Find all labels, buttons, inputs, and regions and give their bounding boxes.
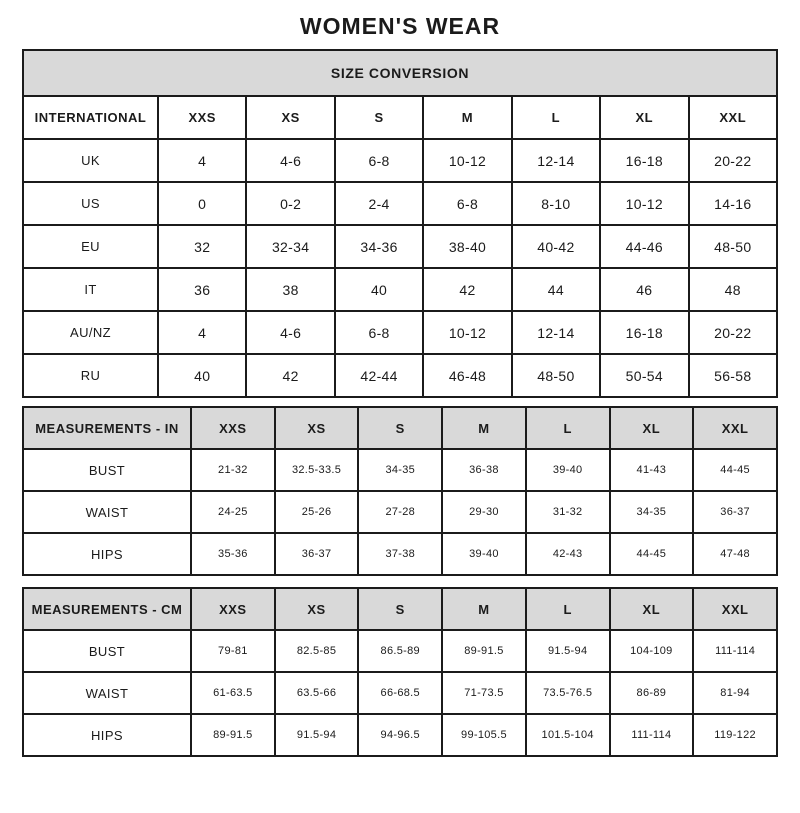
size-value-cell: 36-38 xyxy=(442,449,526,491)
size-value-cell: 40 xyxy=(335,268,423,311)
column-header: L xyxy=(512,96,600,139)
size-value-cell: 6-8 xyxy=(423,182,511,225)
size-value-cell: 48-50 xyxy=(512,354,600,397)
column-header: XXS xyxy=(158,96,246,139)
column-header: XL xyxy=(610,407,694,449)
size-value-cell: 48 xyxy=(689,268,777,311)
size-value-cell: 20-22 xyxy=(689,139,777,182)
size-value-cell: 101.5-104 xyxy=(526,714,610,756)
size-value-cell: 63.5-66 xyxy=(275,672,359,714)
size-value-cell: 6-8 xyxy=(335,311,423,354)
column-header-row xyxy=(23,96,777,139)
column-header: XXL xyxy=(693,588,777,630)
table-row xyxy=(23,354,777,397)
table-row xyxy=(23,268,777,311)
size-value-cell: 29-30 xyxy=(442,491,526,533)
size-value-cell: 48-50 xyxy=(689,225,777,268)
size-value-cell: 6-8 xyxy=(335,139,423,182)
size-value-cell: 86.5-89 xyxy=(358,630,442,672)
row-label: AU/NZ xyxy=(23,311,158,354)
size-value-cell: 44-46 xyxy=(600,225,688,268)
size-value-cell: 73.5-76.5 xyxy=(526,672,610,714)
size-value-cell: 42 xyxy=(423,268,511,311)
size-value-cell: 42 xyxy=(246,354,334,397)
size-value-cell: 79-81 xyxy=(191,630,275,672)
measurements-cm-table xyxy=(22,587,778,757)
size-value-cell: 104-109 xyxy=(610,630,694,672)
size-conversion-table xyxy=(22,49,778,398)
size-value-cell: 38 xyxy=(246,268,334,311)
size-value-cell: 91.5-94 xyxy=(526,630,610,672)
table-row xyxy=(23,139,777,182)
column-header: MEASUREMENTS - CM xyxy=(23,588,191,630)
size-value-cell: 94-96.5 xyxy=(358,714,442,756)
size-value-cell: 46-48 xyxy=(423,354,511,397)
size-value-cell: 10-12 xyxy=(600,182,688,225)
size-value-cell: 4 xyxy=(158,139,246,182)
column-header: S xyxy=(358,407,442,449)
measurements-in-table xyxy=(22,406,778,576)
size-value-cell: 4-6 xyxy=(246,139,334,182)
table-row xyxy=(23,533,777,575)
table-banner-row xyxy=(23,50,777,96)
column-header: XXL xyxy=(693,407,777,449)
row-label: BUST xyxy=(23,449,191,491)
size-value-cell: 44-45 xyxy=(610,533,694,575)
column-header: XS xyxy=(275,407,359,449)
size-value-cell: 44 xyxy=(512,268,600,311)
size-value-cell: 71-73.5 xyxy=(442,672,526,714)
size-value-cell: 14-16 xyxy=(689,182,777,225)
size-value-cell: 111-114 xyxy=(693,630,777,672)
size-value-cell: 44-45 xyxy=(693,449,777,491)
row-label: WAIST xyxy=(23,672,191,714)
size-value-cell: 39-40 xyxy=(526,449,610,491)
table-banner: SIZE CONVERSION xyxy=(23,50,777,96)
size-value-cell: 21-32 xyxy=(191,449,275,491)
size-value-cell: 12-14 xyxy=(512,311,600,354)
size-value-cell: 42-43 xyxy=(526,533,610,575)
size-value-cell: 41-43 xyxy=(610,449,694,491)
size-value-cell: 16-18 xyxy=(600,311,688,354)
size-value-cell: 32 xyxy=(158,225,246,268)
row-label: EU xyxy=(23,225,158,268)
size-value-cell: 47-48 xyxy=(693,533,777,575)
size-value-cell: 35-36 xyxy=(191,533,275,575)
size-value-cell: 99-105.5 xyxy=(442,714,526,756)
size-value-cell: 46 xyxy=(600,268,688,311)
row-label: RU xyxy=(23,354,158,397)
size-value-cell: 42-44 xyxy=(335,354,423,397)
size-value-cell: 61-63.5 xyxy=(191,672,275,714)
size-value-cell: 37-38 xyxy=(358,533,442,575)
size-value-cell: 32-34 xyxy=(246,225,334,268)
size-value-cell: 50-54 xyxy=(600,354,688,397)
column-header: XXL xyxy=(689,96,777,139)
size-value-cell: 27-28 xyxy=(358,491,442,533)
size-value-cell: 119-122 xyxy=(693,714,777,756)
row-label: HIPS xyxy=(23,714,191,756)
column-header: L xyxy=(526,407,610,449)
column-header: S xyxy=(358,588,442,630)
size-value-cell: 82.5-85 xyxy=(275,630,359,672)
column-header: MEASUREMENTS - IN xyxy=(23,407,191,449)
column-header: L xyxy=(526,588,610,630)
table-row xyxy=(23,182,777,225)
size-value-cell: 10-12 xyxy=(423,139,511,182)
size-value-cell: 0-2 xyxy=(246,182,334,225)
size-value-cell: 89-91.5 xyxy=(442,630,526,672)
size-value-cell: 66-68.5 xyxy=(358,672,442,714)
size-value-cell: 24-25 xyxy=(191,491,275,533)
size-value-cell: 25-26 xyxy=(275,491,359,533)
size-value-cell: 34-35 xyxy=(610,491,694,533)
size-value-cell: 16-18 xyxy=(600,139,688,182)
size-value-cell: 31-32 xyxy=(526,491,610,533)
table-row xyxy=(23,672,777,714)
table-row xyxy=(23,630,777,672)
size-value-cell: 36-37 xyxy=(275,533,359,575)
row-label: IT xyxy=(23,268,158,311)
row-label: HIPS xyxy=(23,533,191,575)
size-value-cell: 8-10 xyxy=(512,182,600,225)
size-value-cell: 4-6 xyxy=(246,311,334,354)
row-label: US xyxy=(23,182,158,225)
table-row xyxy=(23,449,777,491)
size-value-cell: 91.5-94 xyxy=(275,714,359,756)
row-label: UK xyxy=(23,139,158,182)
size-value-cell: 89-91.5 xyxy=(191,714,275,756)
column-header: M xyxy=(442,588,526,630)
size-guide-page xyxy=(22,13,778,757)
page-title: WOMEN'S WEAR xyxy=(299,13,501,39)
table-row xyxy=(23,225,777,268)
size-value-cell: 39-40 xyxy=(442,533,526,575)
size-value-cell: 56-58 xyxy=(689,354,777,397)
table-row xyxy=(23,714,777,756)
row-label: WAIST xyxy=(23,491,191,533)
size-value-cell: 34-35 xyxy=(358,449,442,491)
table-row xyxy=(23,491,777,533)
size-value-cell: 34-36 xyxy=(335,225,423,268)
size-value-cell: 12-14 xyxy=(512,139,600,182)
column-header-row xyxy=(23,407,777,449)
column-header: XL xyxy=(610,588,694,630)
column-header: INTERNATIONAL xyxy=(23,96,158,139)
size-value-cell: 81-94 xyxy=(693,672,777,714)
column-header: XS xyxy=(275,588,359,630)
size-value-cell: 10-12 xyxy=(423,311,511,354)
size-value-cell: 20-22 xyxy=(689,311,777,354)
column-header: M xyxy=(442,407,526,449)
table-row xyxy=(23,311,777,354)
size-value-cell: 38-40 xyxy=(423,225,511,268)
size-value-cell: 40-42 xyxy=(512,225,600,268)
size-value-cell: 0 xyxy=(158,182,246,225)
size-value-cell: 36 xyxy=(158,268,246,311)
size-value-cell: 2-4 xyxy=(335,182,423,225)
column-header: XS xyxy=(246,96,334,139)
column-header-row xyxy=(23,588,777,630)
column-header: XL xyxy=(600,96,688,139)
size-value-cell: 4 xyxy=(158,311,246,354)
column-header: XXS xyxy=(191,407,275,449)
column-header: M xyxy=(423,96,511,139)
size-value-cell: 111-114 xyxy=(610,714,694,756)
size-value-cell: 40 xyxy=(158,354,246,397)
column-header: XXS xyxy=(191,588,275,630)
column-header: S xyxy=(335,96,423,139)
size-value-cell: 36-37 xyxy=(693,491,777,533)
size-value-cell: 32.5-33.5 xyxy=(275,449,359,491)
size-value-cell: 86-89 xyxy=(610,672,694,714)
row-label: BUST xyxy=(23,630,191,672)
